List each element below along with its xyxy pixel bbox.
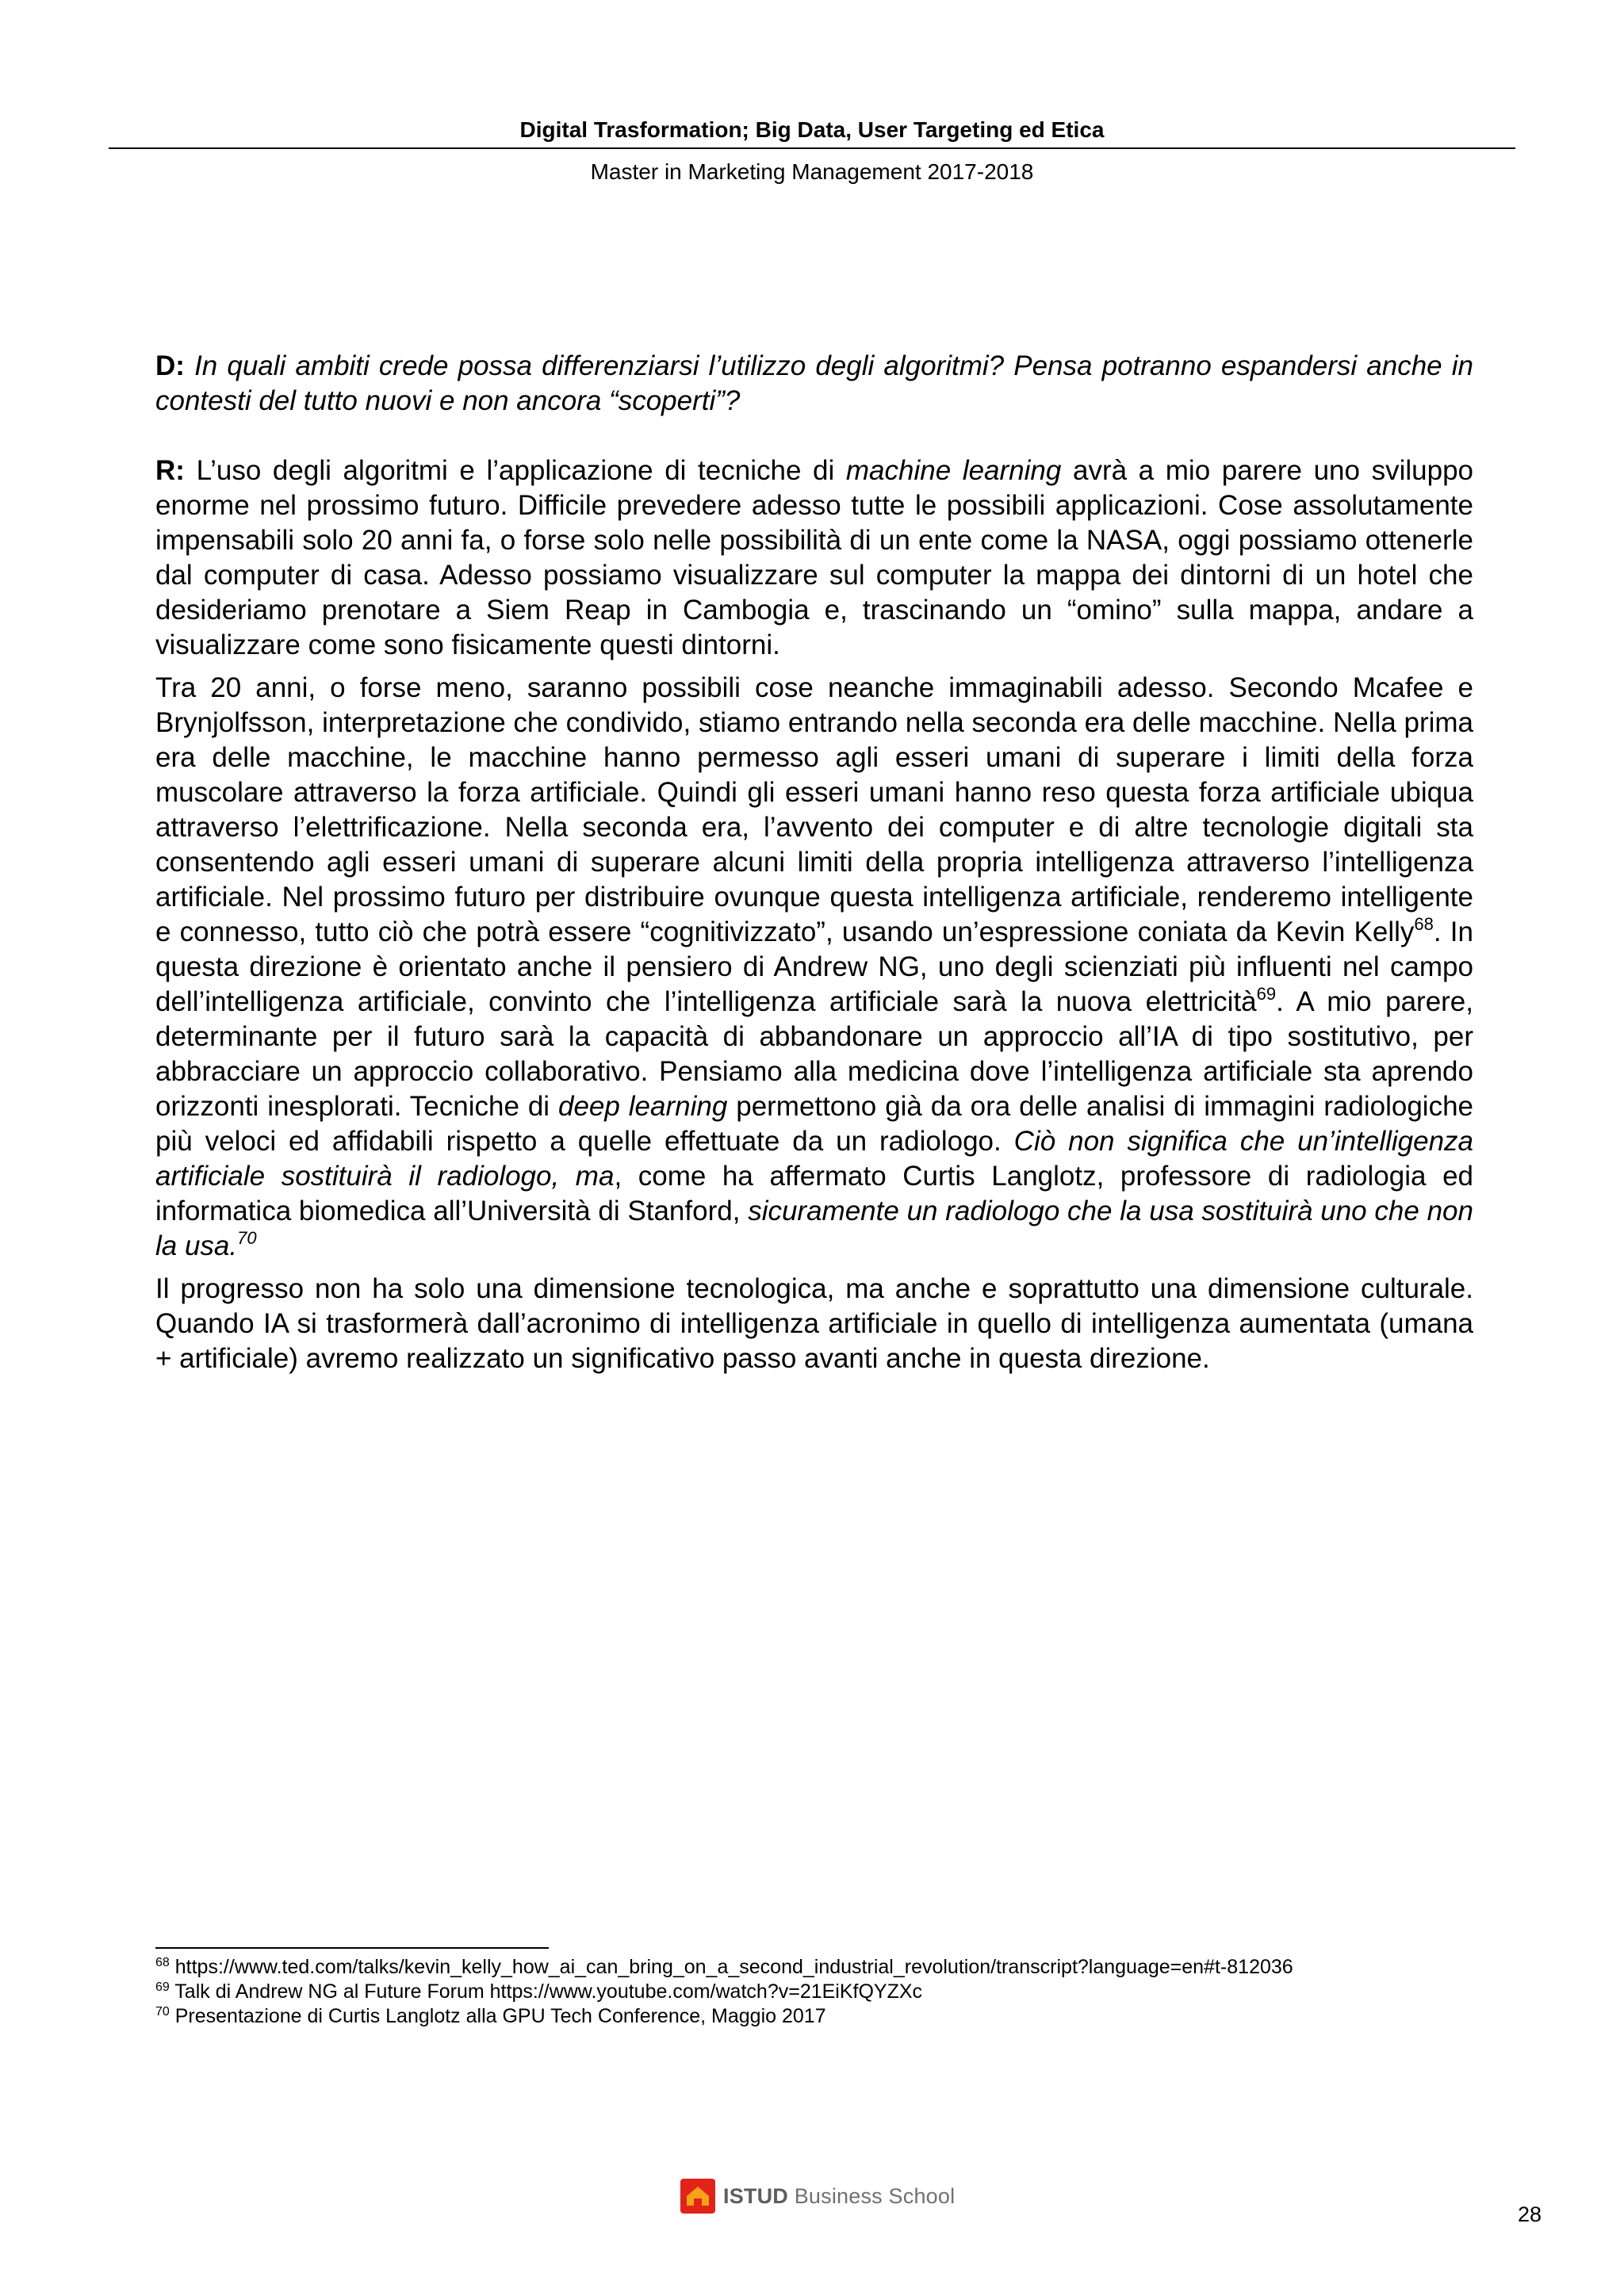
footnote-number: 68 (155, 1956, 170, 1969)
text-run: avrà a mio parere uno sviluppo enorme nel prossimo futuro. Difficile prevedere adesso tutte le possibili applicazioni. Cose assolutamente impensabili solo 20 anni fa, o forse solo nelle possibilità di un ente come la NASA, oggi possiamo ottenerle dal computer di casa. Adesso possiamo visualizzare sul computer la mappa dei dintorni di un hotel che desideriamo prenotare a Siem Reap in Cambogia e, trascinando un “omino” sulla mappa, andare a visualizzare come sono fisicamente questi dintorni. (155, 455, 1473, 660)
footnote-68 (155, 1955, 1503, 1980)
footnote-number: 69 (155, 1980, 170, 1994)
footnotes (155, 1955, 1503, 2029)
header-divider (109, 147, 1515, 149)
answer-paragraph-2 (155, 671, 1473, 1264)
text-run: permettono già da ora delle analisi di immagini radiologiche più veloci ed affidabili rispetto a quelle effettuate da un radiologo. (155, 1091, 1473, 1157)
footnote-text[interactable]: Talk di Andrew NG al Future Forum https://www.youtube.com/watch?v=21EiKfQYZXc (169, 1980, 923, 2003)
text-run: Tra 20 anni, o forse meno, saranno possibili cose neanche immaginabili adesso. Secondo Mcafee e Brynjolfsson, interpretazione che condivido, stiamo entrando nella seconda era delle macchine. Nella prima era delle macchine, le macchine hanno permesso agli esseri umani di superare i limiti della forza muscolare attraverso la forza artificiale. Quindi gli esseri umani hanno reso questa forza artificiale ubiqua attraverso l’elettrificazione. Nella seconda era, l’avvento dei computer e di altre tecnologie digitali sta consentendo agli esseri umani di superare alcuni limiti della propria intelligenza attraverso l’intelligenza artificiale. Nel prossimo futuro per distribuire ovunque questa intelligenza artificiale, renderemo intelligente e connesso, tutto ciò che potrà essere “cognitivizzato”, usando un’espressione coniata da Kevin Kelly (155, 672, 1473, 947)
footnote-70 (155, 2004, 1503, 2029)
header-subtitle: Master in Marketing Management 2017-2018 (590, 159, 1034, 184)
footnote-ref-69[interactable]: 69 (1256, 984, 1277, 1004)
page-number: 28 (1518, 2202, 1542, 2226)
logo-brand: ISTUD (723, 2183, 788, 2208)
text-run: , come ha affermato Curtis Langlotz, professore di radiologia ed informatica biomedica all’Università di Stanford, (155, 1161, 1473, 1226)
istud-house-icon (680, 2179, 715, 2214)
istud-logo (680, 2177, 955, 2215)
footnote-ref-68[interactable]: 68 (1414, 914, 1434, 934)
text-run: . A mio parere, determinante per il futuro sarà la capacità di abbandonare un approccio all’IA di tipo sostitutivo, per abbracciare un approccio collaborativo. Pensiamo alla medicina dove l’intelligenza artificiale sta aprendo orizzonti inesplorati. Tecniche di (155, 986, 1473, 1122)
footnote-ref-70[interactable] (237, 1228, 256, 1248)
question-label: D: (155, 350, 185, 381)
footnote-number: 70 (155, 2005, 170, 2019)
emphasis-run: deep learning (558, 1091, 728, 1122)
answer-paragraph-3: Il progresso non ha solo una dimensione tecnologica, ma anche e soprattutto una dimensione culturale. Quando IA si trasformerà dall’acronimo di intelligenza artificiale in quello di intelligenza aumentata (umana + artificiale) avremo realizzato un significativo passo avanti anche in questa direzione. (155, 1273, 1473, 1374)
footnote-69 (155, 1980, 1503, 2004)
logo-text (723, 2184, 955, 2209)
footnote-ref-number: 70 (237, 1228, 257, 1248)
answer-label: R: (155, 455, 185, 486)
text-run: . In questa direzione è orientato anche il pensiero di Andrew NG, uno degli scienziati più influenti nel campo dell’intelligenza artificiale, convinto che l’intelligenza artificiale sarà la nuova elettricità (155, 916, 1473, 1017)
emphasis-run: machine learning (845, 455, 1062, 486)
emphasis-run: Ciò non significa che un’intelligenza artificiale sostituirà il radiologo, ma (155, 1126, 1474, 1192)
footnote-text[interactable]: https://www.ted.com/talks/kevin_kelly_how_ai_can_bring_on_a_second_industrial_revolution/transcript?language=en#t-812036 (169, 1956, 1293, 1978)
footnote-text: Presentazione di Curtis Langlotz alla GPU Tech Conference, Maggio 2017 (169, 2005, 826, 2027)
logo-suffix: Business School (788, 2183, 956, 2208)
emphasis-run: sicuramente un radiologo che la usa sostituirà uno che non la usa. (155, 1196, 1473, 1261)
footnote-divider (155, 1947, 549, 1949)
question-paragraph (155, 349, 1473, 419)
question-text: In quali ambiti crede possa differenziarsi l’utilizzo degli algoritmi? Pensa potranno espandersi anche in contesti del tutto nuovi e non ancora “scoperti”? (155, 350, 1473, 416)
text-run: L’uso degli algoritmi e l’applicazione di tecniche di (196, 455, 846, 486)
answer-paragraph-1 (155, 453, 1473, 663)
header-title: Digital Trasformation; Big Data, User Targeting ed Etica (519, 117, 1105, 142)
interview-body (155, 349, 1473, 1376)
